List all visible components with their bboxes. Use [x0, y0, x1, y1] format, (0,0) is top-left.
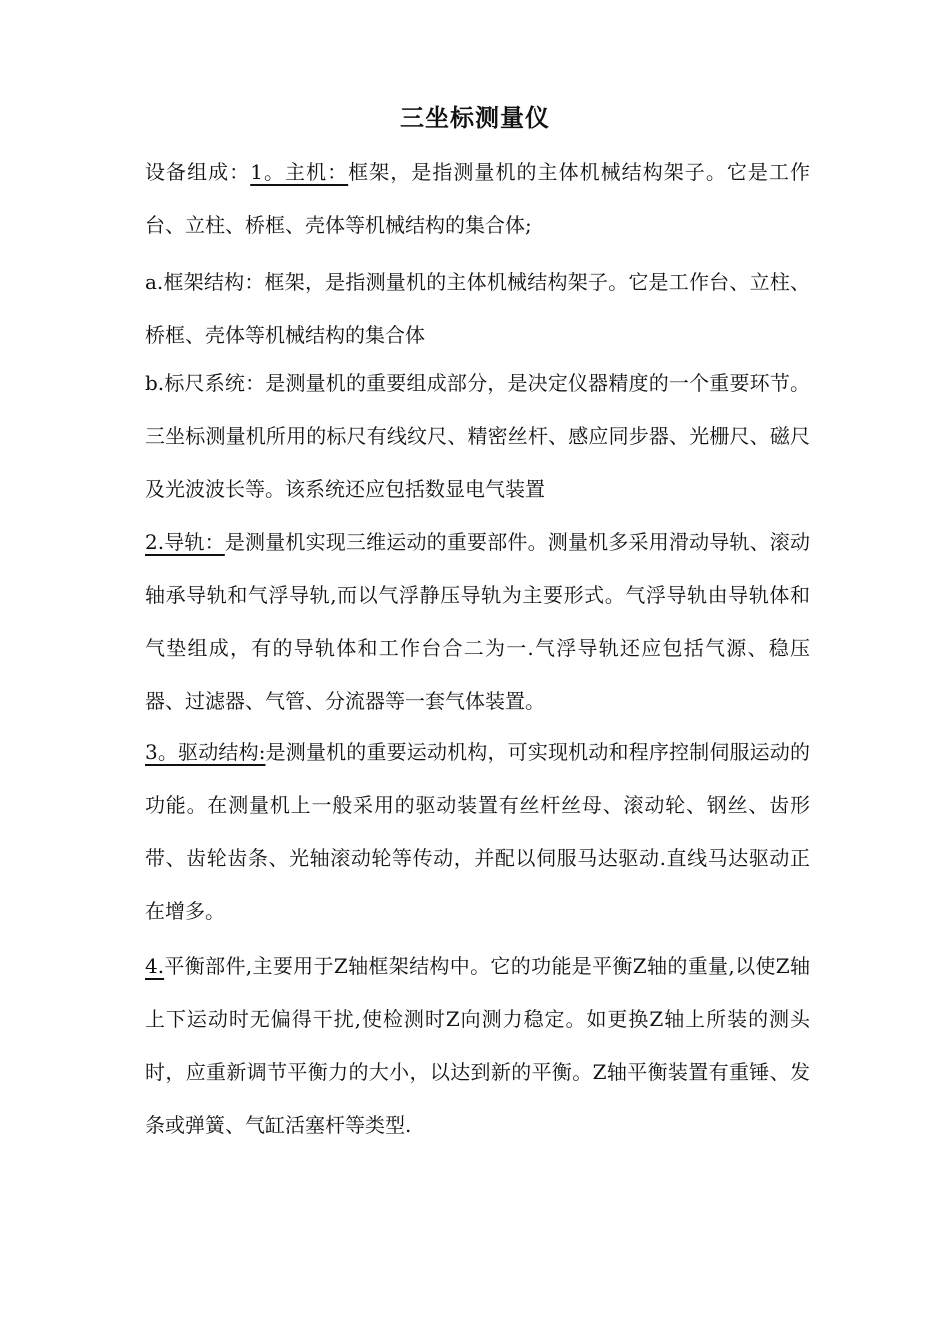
- item-b-text: 标尺系统：是测量机的重要组成部分，是决定仪器精度的一个重要环节。三坐标测量机所用的标尺有线纹尺、精密丝杆、感应同步器、光栅尺、磁尺及光波波长等。该系统还应包括数显电气装置: [145, 371, 810, 501]
- section-4-paragraph: [145, 940, 810, 1152]
- document-title: 三坐标测量仪: [400, 103, 550, 132]
- section-4-heading: 4.: [145, 954, 165, 978]
- intro-text: 框架，是指测量机的主体机械结构架子。它是工作台、立柱、桥框、壳体等机械结构的集合体;: [145, 160, 811, 237]
- section-1-heading: 1。主机：: [250, 160, 349, 184]
- section-3-paragraph: [145, 726, 810, 938]
- item-a-text: 框架结构：框架，是指测量机的主体机械结构架子。它是工作台、立柱、桥框、壳体等机械结构的集合体: [145, 270, 810, 347]
- section-2-heading: 2.导轨：: [145, 530, 225, 554]
- item-b-paragraph: [145, 357, 810, 516]
- section-2-text: 是测量机实现三维运动的重要部件。测量机多采用滑动导轨、滚动轴承导轨和气浮导轨,而以气浮静压导轨为主要形式。气浮导轨由导轨体和气垫组成，有的导轨体和工作台合二为一.气浮导轨还应包括气源、稳压器、过滤器、气管、分流器等一套气体装置。: [145, 530, 810, 713]
- section-4-text: 平衡部件,主要用于Z轴框架结构中。它的功能是平衡Z轴的重量,以使Z轴上下运动时无偏得干扰,使检测时Z向测力稳定。如更换Z轴上所装的测头时，应重新调节平衡力的大小，以达到新的平衡。Z轴平衡装置有重锤、发条或弹簧、气缸活塞杆等类型.: [145, 954, 810, 1137]
- intro-paragraph: [145, 146, 810, 252]
- intro-prefix: 设备组成：: [145, 160, 251, 184]
- section-2-paragraph: [145, 516, 810, 728]
- section-3-text: 是测量机的重要运动机构，可实现机动和程序控制伺服运动的功能。在测量机上一般采用的驱动装置有丝杆丝母、滚动轮、钢丝、齿形带、齿轮齿条、光轴滚动轮等传动，并配以伺服马达驱动.直线马达驱动正在增多。: [145, 740, 810, 923]
- section-3-heading: 3。驱动结构:: [145, 740, 266, 764]
- item-a-marker: a.: [145, 270, 164, 294]
- item-b-marker: b.: [145, 371, 165, 395]
- item-a-paragraph: [145, 256, 810, 362]
